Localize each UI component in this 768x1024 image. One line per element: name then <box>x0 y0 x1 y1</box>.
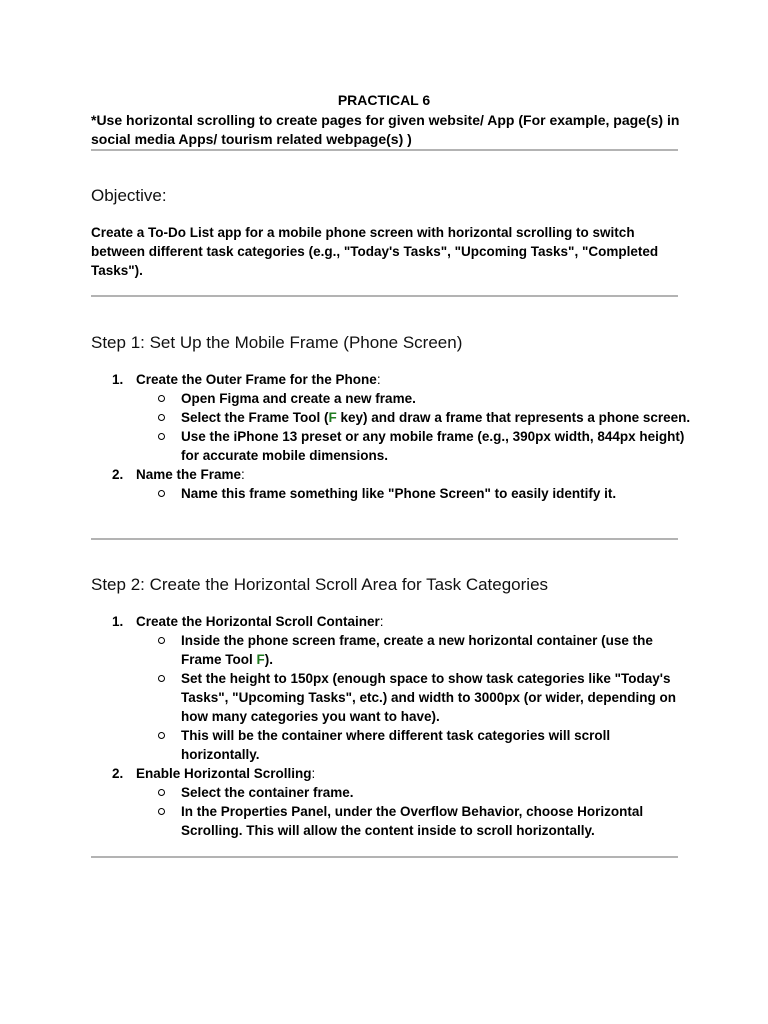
item-number: 1. <box>112 372 124 387</box>
item-number: 1. <box>112 614 124 629</box>
item-title: Enable Horizontal Scrolling: <box>136 766 316 781</box>
list-item <box>91 465 691 484</box>
bullet-icon <box>158 808 165 815</box>
bullet-icon <box>158 789 165 796</box>
step2-list <box>91 612 691 840</box>
bullet-icon <box>158 414 165 421</box>
sub-item: In the Properties Panel, under the Overflow Behavior, choose Horizontal Scrolling. This will allow the content inside to scroll horizontally. <box>91 802 691 840</box>
sub-item: Inside the phone screen frame, create a new horizontal container (use the Frame Tool F). <box>91 631 691 669</box>
divider <box>91 149 678 151</box>
shortcut-key: F <box>256 652 265 667</box>
item-title: Create the Horizontal Scroll Container: <box>136 614 384 629</box>
item-title: Create the Outer Frame for the Phone: <box>136 372 381 387</box>
bullet-icon <box>158 490 165 497</box>
shortcut-key: F <box>328 410 337 425</box>
divider <box>91 856 678 858</box>
list-item <box>91 370 691 389</box>
objective-text: Create a To-Do List app for a mobile phone screen with horizontal scrolling to switch between different task categories (e.g., "Today's Tasks", "Upcoming Tasks", "Completed Tasks"). <box>91 225 659 278</box>
sub-item: This will be the container where different task categories will scroll horizontally. <box>91 726 691 764</box>
bullet-icon <box>158 637 165 644</box>
sub-item: Name this frame something like "Phone Screen" to easily identify it. <box>91 484 691 503</box>
objective-heading: Objective: <box>91 186 167 205</box>
bullet-icon <box>158 675 165 682</box>
item-number: 2. <box>112 766 124 781</box>
sub-item: Select the container frame. <box>91 783 691 802</box>
page-title: PRACTICAL 6 <box>337 92 431 108</box>
bullet-icon <box>158 433 165 440</box>
sub-item: Use the iPhone 13 preset or any mobile frame (e.g., 390px width, 844px height) for accurate mobile dimensions. <box>91 427 691 465</box>
sub-item: Open Figma and create a new frame. <box>91 389 691 408</box>
item-number: 2. <box>112 467 124 482</box>
list-item <box>91 612 691 631</box>
step1-heading: Step 1: Set Up the Mobile Frame (Phone Screen) <box>91 333 463 352</box>
sub-item: Select the Frame Tool (F key) and draw a frame that represents a phone screen. <box>91 408 691 427</box>
step2-heading: Step 2: Create the Horizontal Scroll Area for Task Categories <box>91 575 549 594</box>
sub-item: Set the height to 150px (enough space to show task categories like "Today's Tasks", "Upcoming Tasks", etc.) and width to 3000px (or wider, depending on how many categories you want to have). <box>91 669 691 726</box>
bullet-icon <box>158 732 165 739</box>
step1-list <box>91 370 691 503</box>
divider <box>91 295 678 297</box>
divider <box>91 538 678 540</box>
practical-subtitle: *Use horizontal scrolling to create pages for given website/ App (For example, page(s) in social media Apps/ tourism related webpage(s) ) <box>91 112 680 147</box>
list-item <box>91 764 691 783</box>
bullet-icon <box>158 395 165 402</box>
item-title: Name the Frame: <box>136 467 245 482</box>
